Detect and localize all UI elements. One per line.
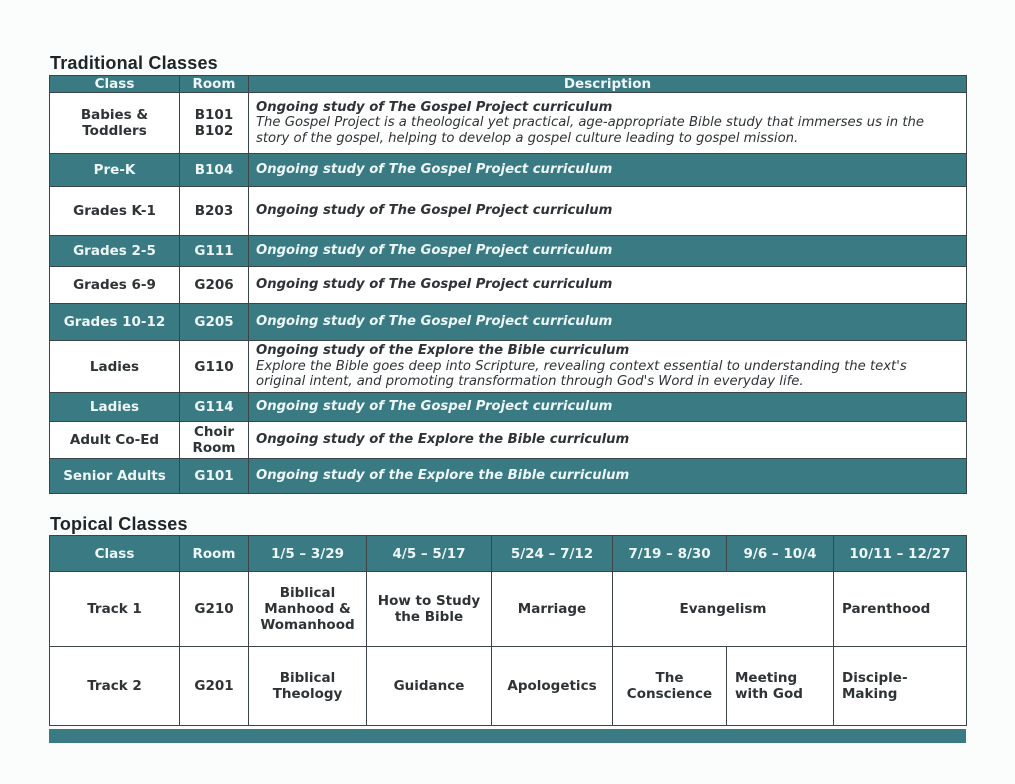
table-row [50,459,967,494]
description [249,267,967,304]
table-row [50,267,967,304]
traditional-classes-title: Traditional Classes [50,53,218,73]
track-class: Track 1 [50,572,180,647]
table-row [50,422,967,459]
curriculum-title: Ongoing study of the Explore the Bible curriculum [256,343,630,359]
class-name: Ladies [50,393,180,422]
curriculum-title: Ongoing study of The Gospel Project curriculum [256,99,613,115]
class-name: Adult Co-Ed [50,422,180,459]
description [249,187,967,236]
room: B101 B102 [180,93,249,154]
table-row [50,154,967,187]
room: B203 [180,187,249,236]
description [249,422,967,459]
description [249,154,967,187]
header-period-3: 5/24 – 7/12 [492,536,613,572]
room: B104 [180,154,249,187]
header-description: Description [249,76,967,93]
curriculum-title: Ongoing study of The Gospel Project curriculum [256,162,613,178]
description [249,93,967,154]
table-row [50,393,967,422]
description [249,459,967,494]
curriculum-title: Ongoing study of The Gospel Project curriculum [256,277,613,293]
table-row [50,93,967,154]
track-topic: Parenthood [834,572,967,647]
room: G205 [180,304,249,341]
description [249,236,967,267]
topical-classes-title: Topical Classes [50,514,188,534]
class-name: Ladies [50,341,180,393]
table-row [50,341,967,393]
description [249,304,967,341]
table-row [50,304,967,341]
header-period-6: 10/11 – 12/27 [834,536,967,572]
room: G110 [180,341,249,393]
class-name: Babies & Toddlers [50,93,180,154]
track-room: G210 [180,572,249,647]
curriculum-title: Ongoing study of The Gospel Project curriculum [256,203,613,219]
track-topic: Biblical Theology [249,647,367,726]
footer-bar [49,729,966,743]
header-room: Room [180,76,249,93]
curriculum-detail: Explore the Bible goes deep into Scripture, revealing context essential to understanding the text's original intent, and promoting transformation through God's Word in everyday life. [256,358,907,390]
curriculum-title: Ongoing study of the Explore the Bible curriculum [256,468,630,484]
curriculum-title: Ongoing study of The Gospel Project curriculum [256,399,613,415]
track-room: G201 [180,647,249,726]
room: G206 [180,267,249,304]
track-topic: Apologetics [492,647,613,726]
description [249,341,967,393]
table-header-row [50,536,967,572]
room: Choir Room [180,422,249,459]
room: G114 [180,393,249,422]
room: G101 [180,459,249,494]
header-period-4: 7/19 – 8/30 [613,536,727,572]
class-name: Senior Adults [50,459,180,494]
topical-classes-table [49,535,967,726]
class-name: Grades 6-9 [50,267,180,304]
track-class: Track 2 [50,647,180,726]
track-topic: Guidance [367,647,492,726]
traditional-classes-table [49,75,967,494]
header-class: Class [50,76,180,93]
table-row [50,236,967,267]
track-topic: Disciple-Making [834,647,967,726]
track-topic: Meeting with God [727,647,834,726]
header-period-5: 9/6 – 10/4 [727,536,834,572]
header-class: Class [50,536,180,572]
class-name: Grades 2-5 [50,236,180,267]
track-topic: Evangelism [613,572,834,647]
header-period-1: 1/5 – 3/29 [249,536,367,572]
table-row-track-2 [50,647,967,726]
curriculum-detail: The Gospel Project is a theological yet practical, age-appropriate Bible study that immerses us in the story of the gospel, helping to develop a gospel culture leading to gospel mission. [256,115,924,146]
table-row [50,187,967,236]
curriculum-title: Ongoing study of the Explore the Bible curriculum [256,432,630,448]
curriculum-title: Ongoing study of The Gospel Project curriculum [256,243,613,259]
track-topic: How to Study the Bible [367,572,492,647]
curriculum-title: Ongoing study of The Gospel Project curriculum [256,314,613,330]
track-topic: The Conscience [613,647,727,726]
description [249,393,967,422]
track-topic: Marriage [492,572,613,647]
table-header-row [50,76,967,93]
class-name: Pre-K [50,154,180,187]
class-name: Grades K-1 [50,187,180,236]
room: G111 [180,236,249,267]
header-room: Room [180,536,249,572]
table-row-track-1 [50,572,967,647]
class-name: Grades 10-12 [50,304,180,341]
track-topic: Biblical Manhood & Womanhood [249,572,367,647]
header-period-2: 4/5 – 5/17 [367,536,492,572]
